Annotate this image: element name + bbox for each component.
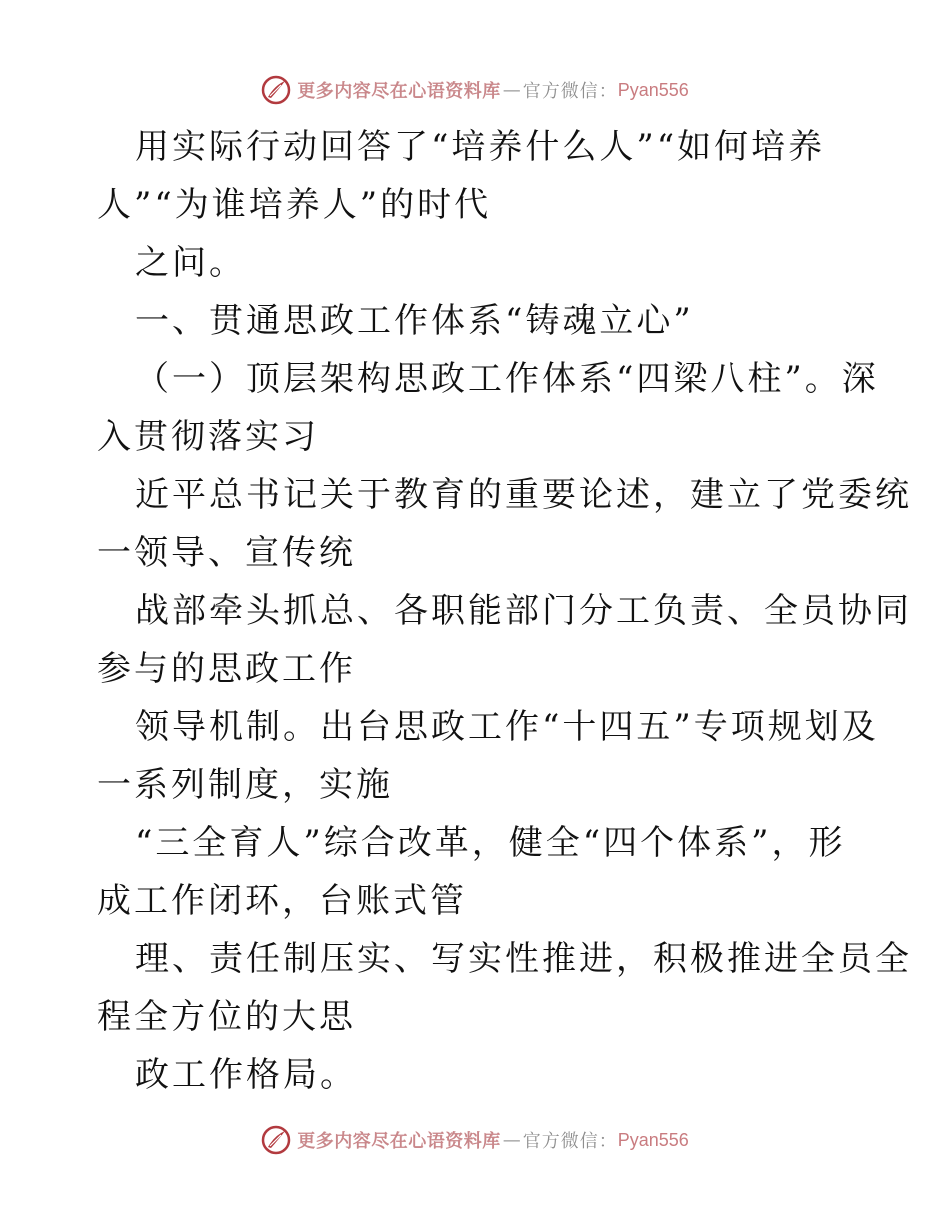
- watermark-contact-id: Pyan556: [617, 79, 689, 100]
- body-line: 理、责任制压实、写实性推进，积极推进全员全: [135, 939, 912, 979]
- body-line: 一领导、宣传统: [97, 533, 356, 573]
- quill-logo-icon: [261, 1125, 291, 1155]
- body-line: 领导机制。出台思政工作“十四五”专项规划及: [135, 707, 879, 747]
- watermark-site-text: 更多内容尽在心语资料库: [297, 1131, 501, 1152]
- footer-watermark: [0, 1122, 950, 1158]
- body-line: “三全育人”综合改革，健全“四个体系”，形: [135, 823, 846, 863]
- body-line: 近平总书记关于教育的重要论述，建立了党委统: [135, 475, 912, 515]
- watermark-separator: —: [502, 79, 521, 101]
- watermark-site-text: 更多内容尽在心语资料库: [297, 81, 501, 102]
- body-line: 程全方位的大思: [97, 997, 356, 1037]
- body-line: 政工作格局。: [135, 1055, 357, 1095]
- header-watermark: [0, 72, 950, 108]
- body-line: 人”“为谁培养人”的时代: [97, 185, 492, 225]
- section-heading: 一、贯通思政工作体系“铸魂立心”: [135, 301, 694, 341]
- watermark-separator: —: [502, 1129, 521, 1151]
- body-line: 成工作闭环，台账式管: [97, 881, 467, 921]
- document-body: [97, 118, 912, 1104]
- subsection-heading: （一）顶层架构思政工作体系“四梁八柱”。深: [135, 359, 879, 399]
- body-line: 入贯彻落实习: [97, 417, 319, 457]
- quill-logo-icon: [261, 75, 291, 105]
- body-line: 之问。: [135, 243, 246, 283]
- body-line: 参与的思政工作: [97, 649, 356, 689]
- watermark-contact-label: 官方微信：: [522, 81, 618, 102]
- watermark-contact-label: 官方微信：: [522, 1131, 618, 1152]
- body-line: 用实际行动回答了“培养什么人”“如何培养: [135, 127, 826, 167]
- body-line: 战部牵头抓总、各职能部门分工负责、全员协同: [135, 591, 912, 631]
- watermark-contact-id: Pyan556: [617, 1129, 689, 1150]
- body-line: 一系列制度，实施: [97, 765, 393, 805]
